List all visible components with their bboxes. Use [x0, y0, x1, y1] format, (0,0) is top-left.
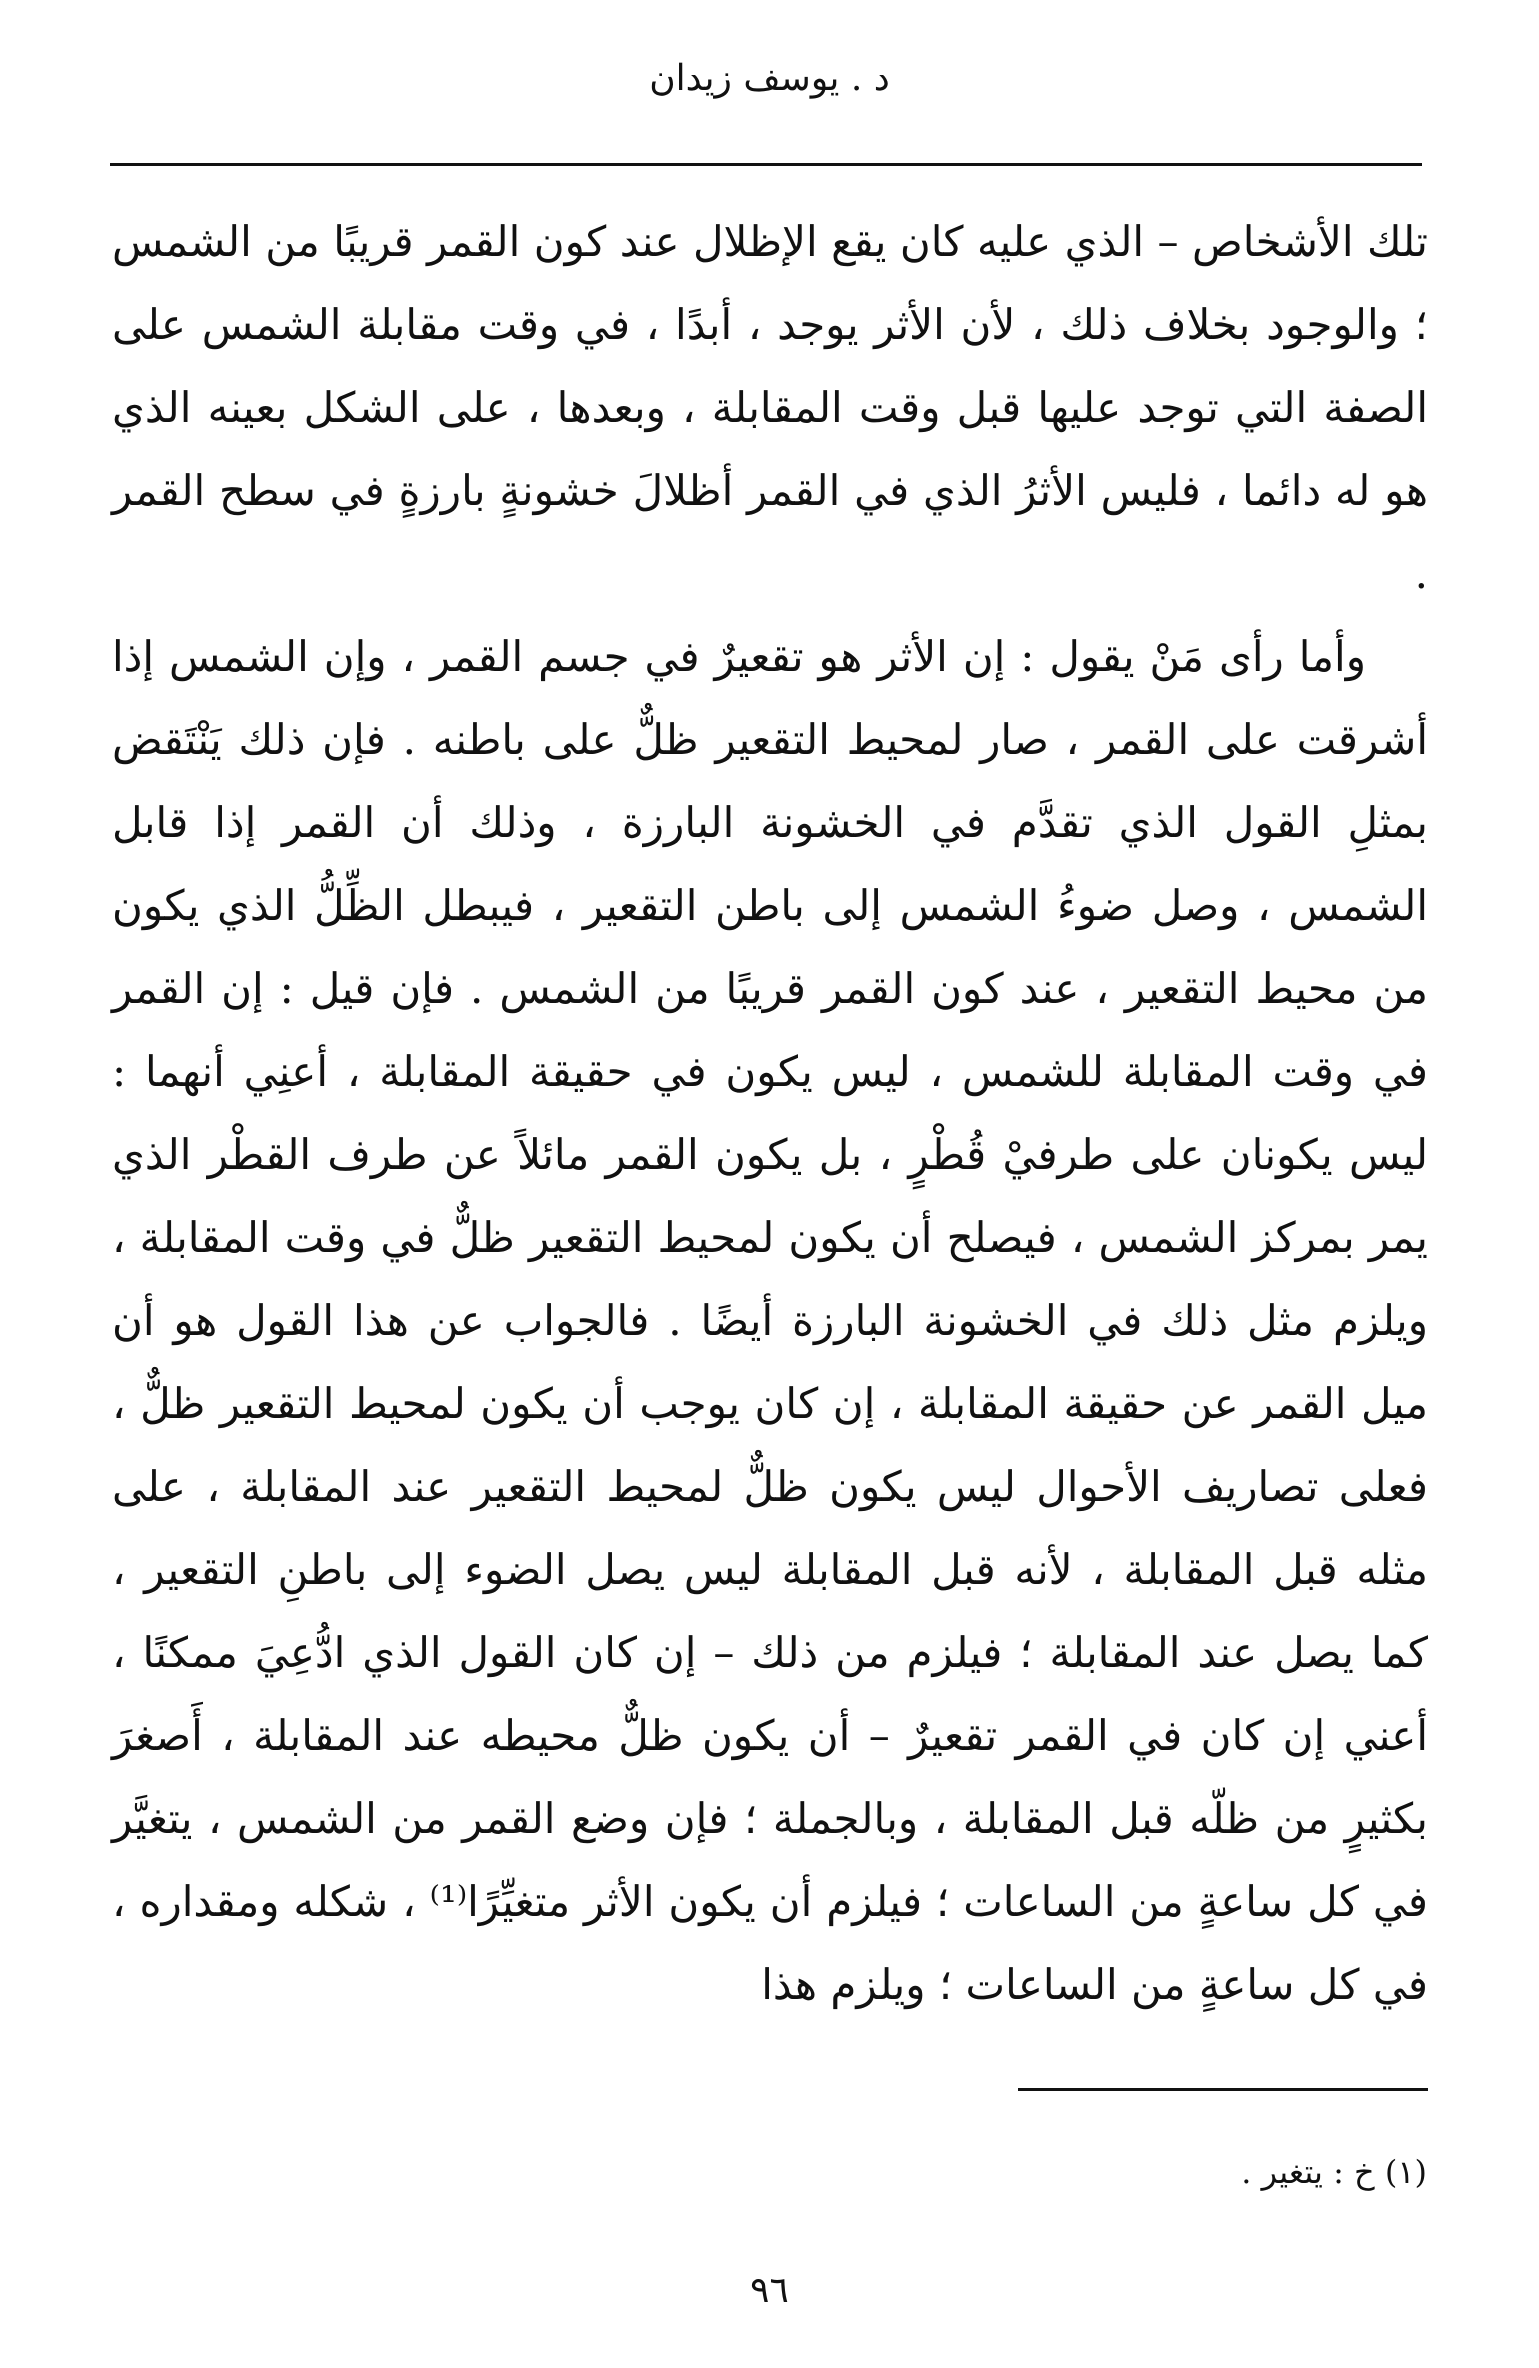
running-header: د . يوسف زيدان — [649, 58, 890, 99]
paragraph-1: تلك الأشخاص – الذي عليه كان يقع الإظلال عند كون القمر قريبًا من الشمس ؛ والوجود بخلاف ذلك ، لأن الأثر يوجد ، أبدًا ، في وقت مقابلة الشمس على الصفة التي توجد عليها قبل وقت المقابلة ، وبعدها ، على الشكل بعينه الذي هو له دائما ، فليس الأثرُ الذي في القمر أظلالَ خشونةٍ بارزةٍ في سطح القمر . — [112, 217, 1428, 598]
page-number: ٩٦ — [750, 2270, 789, 2311]
header-rule — [110, 163, 1422, 166]
footnote-rule — [1018, 2088, 1428, 2091]
body-text — [112, 200, 1428, 2026]
paragraph-2: وأما رأى مَنْ يقول : إن الأثر هو تقعيرٌ في جسم القمر ، وإن الشمس إذا أشرقت على القمر ، صار لمحيط التقعير ظلٌّ على باطنه . فإن ذلك يَنْتَقض بمثلِ القول الذي تقدَّم في الخشونة البارزة ، وذلك أن القمر إذا قابل الشمس ، وصل ضوءُ الشمس إلى باطن التقعير ، فيبطل الظِّلُّ الذي يكون من محيط التقعير ، عند كون القمر قريبًا من الشمس . فإن قيل : إن القمر في وقت المقابلة للشمس ، ليس يكون في حقيقة المقابلة ، أعنِي أنهما : ليس يكونان على طرفيْ قُطْرٍ ، بل يكون القمر مائلاً عن طرف القطْر الذي يمر بمركز الشمس ، فيصلح أن يكون لمحيط التقعير ظلٌّ في وقت المقابلة ، ويلزم مثل ذلك في الخشونة البارزة أيضًا . فالجواب عن هذا القول هو أن ميل القمر عن حقيقة المقابلة ، إن كان يوجب أن يكون لمحيط التقعير ظلٌّ ، فعلى تصاريف الأحوال ليس يكون ظلٌّ لمحيط التقعير عند المقابلة ، على مثله قبل المقابلة ، لأنه قبل المقابلة ليس يصل الضوء إلى باطنِ التقعير ، كما يصل عند المقابلة ؛ فيلزم من ذلك – إن كان القول الذي ادُّعِيَ ممكنًا ، أعني إن كان في القمر تقعيرٌ – أن يكون ظلٌّ محيطه عند المقابلة ، أَصغرَ بكثيرٍ من ظلّه قبل المقابلة ، وبالجملة ؛ فإن وضع القمر من الشمس ، يتغيَّر في كل ساعةٍ من الساعات ؛ فيلزم أن يكون الأثر متغيِّرًا⁽¹⁾ ، شكله ومقداره ، في كل ساعةٍ من الساعات ؛ ويلزم هذا — [112, 632, 1428, 2009]
footnote: (١) خ : يتغير . — [1241, 2153, 1427, 2191]
